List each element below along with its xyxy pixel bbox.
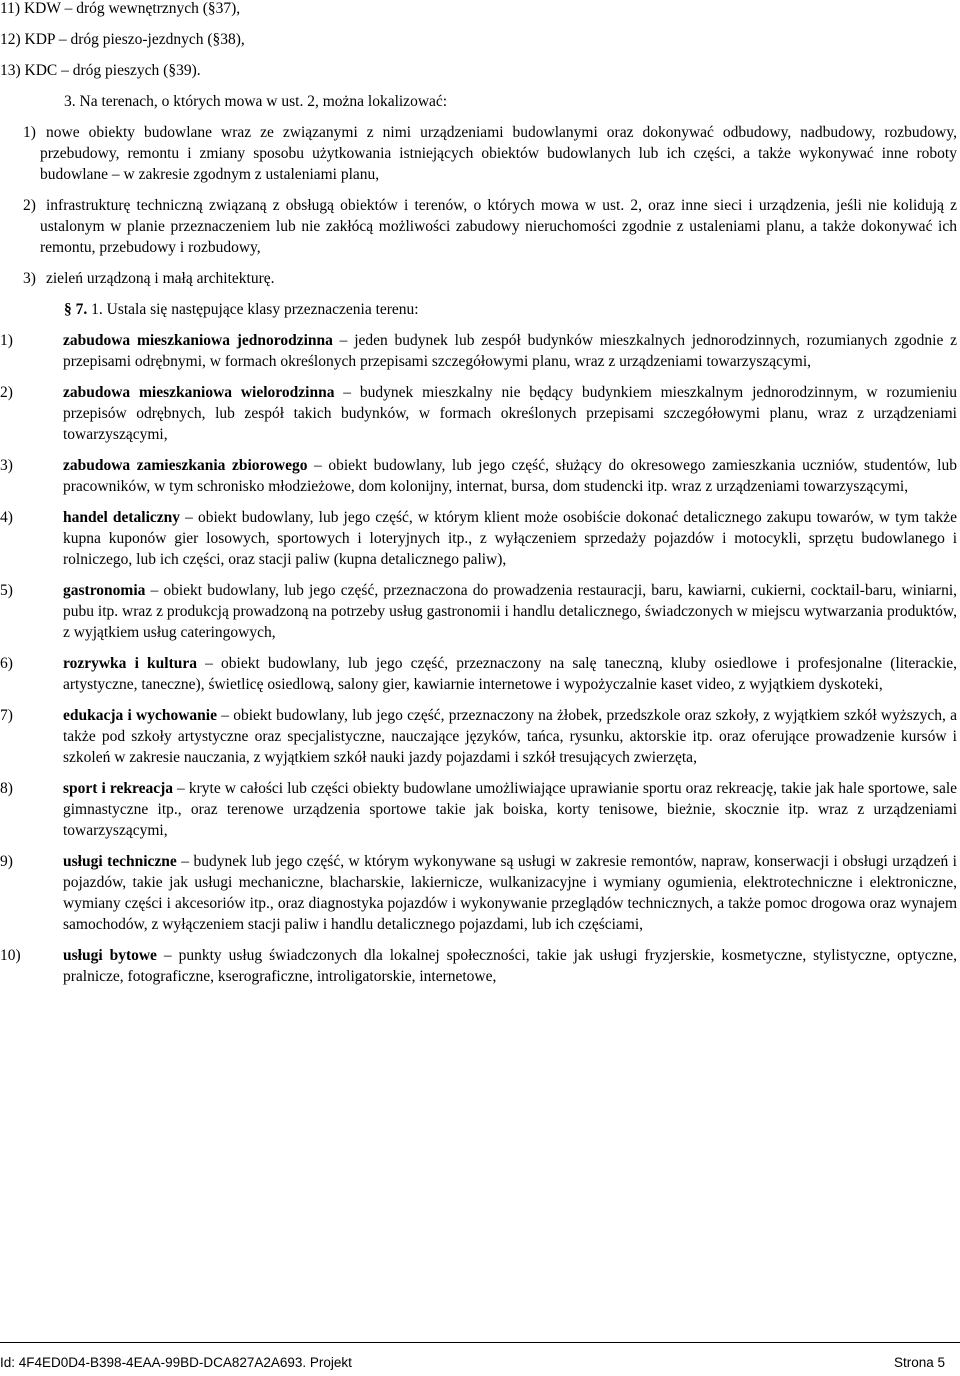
class-term: handel detaliczny [63, 509, 181, 526]
class-definition: – budynek mieszkalny nie będący budynkiem mieszkalnym jednorodzinnym, w rozumieniu przepisów odrębnych, lub zespół takich budynków, w formach określonych przepisami szczegółowymi planu, wraz z urządzeniami towarzyszącymi, [63, 384, 957, 443]
top-list [0, 0, 957, 81]
class-item [0, 382, 957, 445]
class-term: zabudowa mieszkaniowa jednorodzinna [63, 332, 333, 349]
list-item: 11) KDW – dróg wewnętrznych (§37), [0, 0, 241, 17]
item-number: 1) [0, 332, 13, 349]
class-item [0, 580, 957, 643]
class-definition: – obiekt budowlany, lub jego część, przeznaczona do prowadzenia restauracji, baru, kawiarni, cukierni, cocktail-baru, winiarni, pubu itp. wraz z produkcją prowadzoną na potrzeby usług gastronomii i handlu detalicznego, świadczonych w miejscu wytwarzania produktów, z wyjątkiem usług cateringowych, [63, 582, 957, 641]
class-item [0, 653, 957, 695]
item-number: 2) [23, 197, 36, 214]
class-term: usługi techniczne [63, 853, 177, 870]
class-item [0, 945, 957, 987]
section-7-heading [40, 299, 957, 320]
class-definition: – obiekt budowlany, lub jego część, służący do okresowego zamieszkania uczniów, studentów, lub pracowników, w tym schronisko młodzieżowe, dom kolonijny, internat, bursa, dom studencki itp. wraz z urządzeniami towarzyszącymi, [63, 457, 957, 495]
list-item [23, 122, 957, 185]
class-definition: – punkty usług świadczonych dla lokalnej społeczności, takie jak usługi fryzjerskie, kosmetyczne, stylistyczne, optyczne, pralnicze, fotograficzne, kserograficzne, introligatorskie, internetowe, [63, 947, 957, 985]
item-text: nowe obiekty budowlane wraz ze związanymi z nimi urządzeniami budowlanymi oraz dokonywać odbudowy, nadbudowy, rozbudowy, przebudowy, remontu i zmiany sposobu użytkowania istniejących obiektów budowlanych lub ich części, a także wykonywać inne roboty budowlane – w zakresie zgodnym z ustaleniami planu, [40, 124, 957, 183]
page-footer [0, 1342, 960, 1376]
class-item [0, 778, 957, 841]
class-term: zabudowa mieszkaniowa wielorodzinna [63, 384, 335, 401]
page-number: Strona 5 [893, 1355, 945, 1370]
class-definition: – kryte w całości lub części obiekty budowlane umożliwiające uprawianie sportu oraz rekreację, takie jak hale sportowe, sale gimnastyczne itp., oraz terenowe urządzenia sportowe takie jak boiska, korty tenisowe, bieżnie, skocznie itp. wraz z urządzeniami towarzyszącymi, [63, 780, 958, 839]
class-term: zabudowa zamieszkania zbiorowego [63, 457, 308, 474]
class-definition: – obiekt budowlany, lub jego część, przeznaczony na żłobek, przedszkole oraz szkoły, z wyjątkiem szkół wyższych, a także pod szkoły artystyczne oraz specjalistyczne, nauczające języków, tańca, rysunku, aktorskie itp. oraz oferujące prowadzenie kursów i szkoleń w zakresie nauczania, z wyjątkiem szkół nauki jazdy pojazdami i szkół tresujących zwierzęta, [63, 707, 957, 766]
item-number: 8) [0, 780, 13, 797]
class-item [0, 705, 957, 768]
class-item [0, 507, 957, 570]
class-item [0, 851, 957, 935]
item-number: 4) [0, 509, 13, 526]
class-term: edukacja i wychowanie [63, 707, 217, 724]
list-item [23, 268, 957, 289]
list-item: 13) KDC – dróg pieszych (§39). [0, 62, 201, 79]
section-number: § 7. [64, 301, 88, 318]
item-number: 5) [0, 582, 13, 599]
list-item: 12) KDP – dróg pieszo-jezdnych (§38), [0, 31, 245, 48]
class-definition: – budynek lub jego część, w którym wykonywane są usługi w zakresie remontów, napraw, konserwacji i obsługi urządzeń i pojazdów, takie jak usługi mechaniczne, blacharskie, lakiernicze, wulkanizacyjne i wymiany ogumienia, elektrotechniczne i elektroniczne, wymiany części i akcesoriów itp., oraz diagnostyka pojazdów i wykonywanie przeglądów technicznych, a także pomoc drogowa oraz wynajem samochodów, z wyłączeniem stacji paliw i handlu detalicznego pojazdami, lub ich częściami, [63, 853, 957, 933]
section-intro: 1. Ustala się następujące klasy przeznaczenia terenu: [91, 301, 419, 318]
class-item [0, 330, 957, 372]
class-term: sport i rekreacja [63, 780, 173, 797]
item-number: 3) [23, 270, 36, 287]
item-text: zieleń urządzoną i małą architekturę. [46, 270, 275, 287]
item-number: 2) [0, 384, 13, 401]
class-item [0, 455, 957, 497]
item-number: 7) [0, 707, 13, 724]
list-item [23, 195, 957, 258]
class-definition: – obiekt budowlany, lub jego część, przeznaczony na salę taneczną, kluby osiedlowe i profesjonalne (literackie, artystyczne, taneczne), świetlicę osiedlową, salony gier, kawiarnie internetowe i wypożyczalnie kaset video, z wyjątkiem dyskoteki, [63, 655, 957, 693]
item-number: 9) [0, 853, 13, 870]
classes-list [0, 330, 958, 987]
paragraph-3-list [0, 122, 957, 289]
item-number: 3) [0, 457, 13, 474]
item-number: 6) [0, 655, 13, 672]
class-definition: – obiekt budowlany, lub jego część, w którym klient może osobiście dokonać detalicznego zakupu towarów, w tym także kupna kuponów gier losowych, sportowych i loteryjnych itp., z wyłączeniem sprzedaży pojazdów i motocykli, sprzętu budowlanego i rolniczego, lub ich części, oraz stacji paliw (kupna detalicznego paliw), [63, 509, 957, 568]
class-term: usługi bytowe [63, 947, 157, 964]
class-definition: – jeden budynek lub zespół budynków mieszkalnych jednorodzinnych, rozumianych zgodnie z przepisami odrębnymi, w formach określonych przepisami szczegółowymi planu, wraz z urządzeniami towarzyszącymi, [63, 332, 957, 370]
item-number: 10) [0, 947, 21, 964]
item-number: 1) [23, 124, 36, 141]
document-id: Id: 4F4ED0D4-B398-4EAA-99BD-DCA827A2A693. Projekt [0, 1355, 352, 1370]
class-term: rozrywka i kultura [63, 655, 197, 672]
class-term: gastronomia [63, 582, 146, 599]
item-text: infrastrukturę techniczną związaną z obsługą obiektów i terenów, o których mowa w ust. 2, oraz inne sieci i urządzenia, jeśli nie kolidują z ustalonym w planie przeznaczeniem lub nie zakłócą możliwości zabudowy nieruchomości zgodnie z ustaleniami planu, a także dokonywać ich remontu, przebudowy i rozbudowy, [40, 197, 957, 256]
paragraph-3: 3. Na terenach, o których mowa w ust. 2, można lokalizować: [64, 93, 448, 110]
